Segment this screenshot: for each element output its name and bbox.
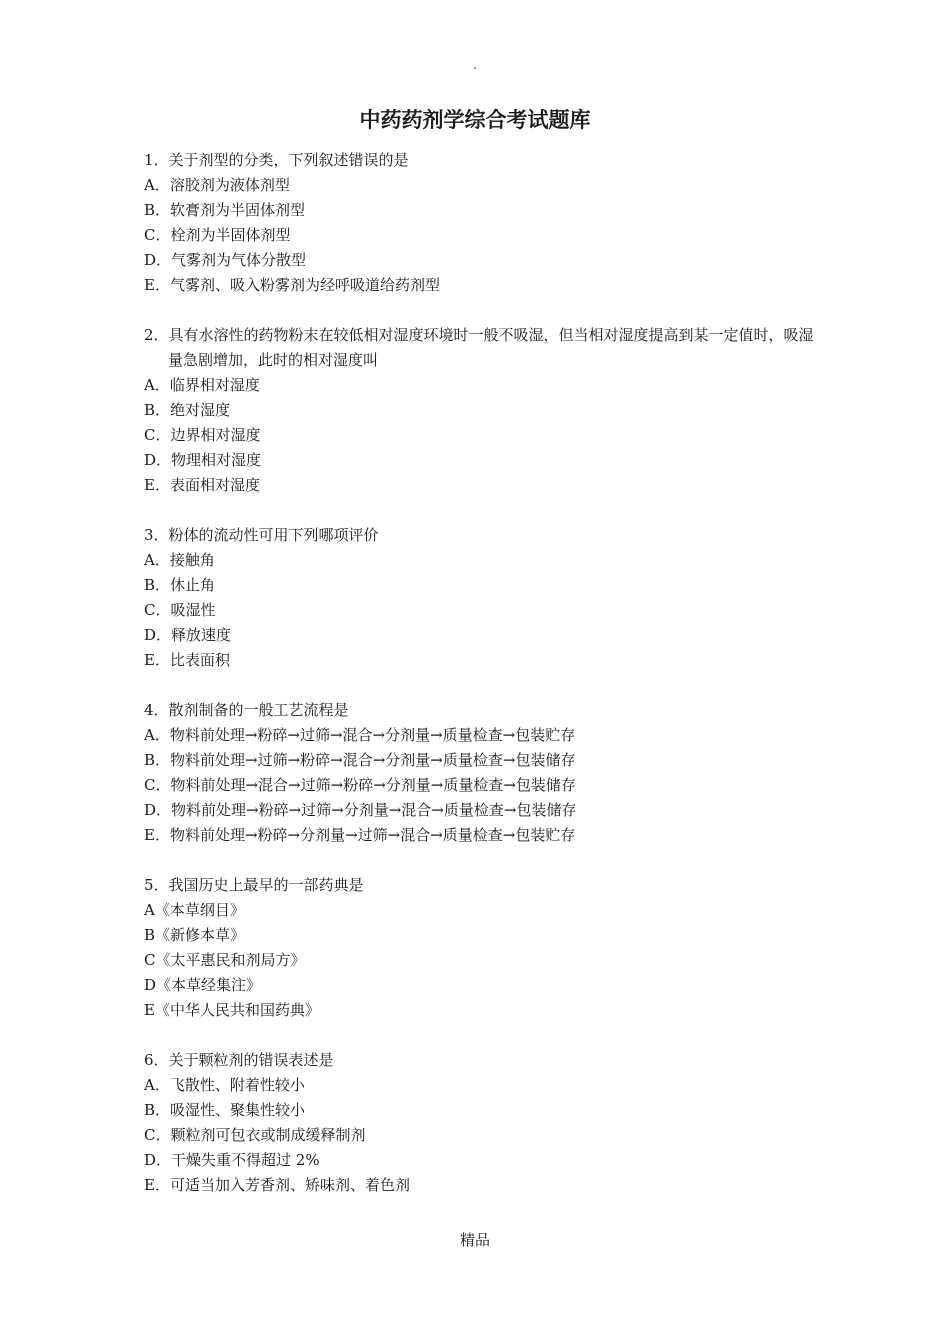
option-key: E [144,1001,155,1019]
question-text: 关于剂型的分类，下列叙述错误的是 [168,151,409,169]
question-stem [144,698,824,723]
answer-option [144,573,824,598]
answer-option [144,173,824,198]
option-key: D． [144,451,172,469]
option-text: 溶胶剂为液体剂型 [169,176,290,194]
option-text: 《太平惠民和剂局方》 [155,951,306,969]
option-key: B． [144,751,171,769]
answer-option [144,273,824,298]
option-text: 飞散性、附着性较小 [169,1076,305,1094]
answer-option [144,1098,824,1123]
option-key: D． [144,1151,172,1169]
question-text: 具有水溶性的药物粉末在较低相对湿度环境时一般不吸湿，但当相对湿度提高到某一定值时，吸湿量急剧增加，此时的相对湿度叫 [168,326,814,369]
question-stem [144,148,824,173]
option-text: 表面相对湿度 [169,476,260,494]
option-key: A． [144,176,170,194]
question-number: 5． [144,876,169,894]
answer-option [144,548,824,573]
question-number: 2． [144,326,169,344]
question-number: 6． [144,1051,169,1069]
question-item [144,523,824,673]
option-text: 释放速度 [171,626,232,644]
option-text: 接触角 [169,551,215,569]
answer-option [144,898,824,923]
question-list [144,148,824,1223]
option-key: C． [144,776,171,794]
option-key: A． [144,1076,170,1094]
option-key: D [144,976,157,994]
option-key: A [144,901,155,919]
answer-option [144,1123,824,1148]
answer-option [144,823,824,848]
option-key: B． [144,401,171,419]
answer-option [144,1173,824,1198]
option-text: 边界相对湿度 [170,426,261,444]
option-key: C [144,951,156,969]
question-item [144,873,824,1023]
answer-option [144,973,824,998]
question-number: 3． [144,526,169,544]
option-text: 吸湿性 [170,601,216,619]
option-text: 比表面积 [169,651,230,669]
answer-option [144,948,824,973]
option-key: B． [144,201,171,219]
answer-option [144,248,824,273]
option-text: 《本草经集注》 [156,976,262,994]
answer-option [144,598,824,623]
option-key: A． [144,376,170,394]
option-key: B [144,926,156,944]
option-text: 物理相对湿度 [171,451,262,469]
header-mark: . [473,58,477,72]
answer-option [144,623,824,648]
option-key: E． [144,651,170,669]
option-text: 物料前处理→混合→过筛→粉碎→分剂量→质量检查→包装储存 [170,776,576,794]
option-key: A． [144,726,170,744]
option-key: A． [144,551,170,569]
option-key: C． [144,426,171,444]
option-key: C． [144,226,171,244]
option-text: 物料前处理→过筛→粉碎→混合→分剂量→质量检查→包装储存 [170,751,576,769]
answer-option [144,773,824,798]
option-key: E． [144,476,170,494]
question-stem [144,1048,824,1073]
option-text: 临界相对湿度 [169,376,260,394]
question-text: 我国历史上最早的一部药典是 [168,876,364,894]
option-text: 颗粒剂可包衣或制成缓释制剂 [170,1126,366,1144]
question-text: 粉体的流动性可用下列哪项评价 [168,526,379,544]
option-text: 绝对湿度 [170,401,231,419]
question-stem [144,873,824,898]
question-item [144,323,824,498]
question-item [144,698,824,848]
option-key: B． [144,576,171,594]
option-text: 《新修本草》 [155,926,246,944]
option-text: 栓剂为半固体剂型 [170,226,291,244]
page-title: 中药药剂学综合考试题库 [359,108,591,132]
answer-option [144,648,824,673]
option-text: 物料前处理→粉碎→过筛→混合→分剂量→质量检查→包装贮存 [169,726,576,744]
question-text: 关于颗粒剂的错误表述是 [168,1051,334,1069]
option-text: 干燥失重不得超过 2% [171,1151,320,1169]
option-key: E． [144,826,170,844]
answer-option [144,748,824,773]
answer-option [144,223,824,248]
question-number: 4． [144,701,169,719]
option-text: 可适当加入芳香剂、矫味剂、着色剂 [169,1176,410,1194]
option-key: C． [144,1126,171,1144]
answer-option [144,448,824,473]
option-text: 气雾剂为气体分散型 [171,251,307,269]
option-text: 物料前处理→粉碎→过筛→分剂量→混合→质量检查→包装储存 [171,801,577,819]
option-text: 气雾剂、吸入粉雾剂为经呼吸道给药剂型 [169,276,440,294]
answer-option [144,373,824,398]
answer-option [144,423,824,448]
option-text: 休止角 [170,576,216,594]
option-key: C． [144,601,171,619]
option-text: 软膏剂为半固体剂型 [170,201,306,219]
answer-option [144,198,824,223]
question-item [144,1048,824,1198]
answer-option [144,798,824,823]
question-text: 散剂制备的一般工艺流程是 [168,701,349,719]
option-key: D． [144,801,172,819]
answer-option [144,723,824,748]
question-stem [144,323,824,373]
option-text: 吸湿性、聚集性较小 [170,1101,306,1119]
answer-option [144,923,824,948]
option-key: E． [144,276,170,294]
question-stem [144,523,824,548]
question-item [144,148,824,298]
option-key: D． [144,251,172,269]
answer-option [144,1073,824,1098]
option-text: 《中华人民共和国药典》 [154,1001,320,1019]
answer-option [144,998,824,1023]
option-text: 《本草纲目》 [154,901,245,919]
option-key: D． [144,626,172,644]
answer-option [144,1148,824,1173]
answer-option [144,473,824,498]
question-number: 1． [144,151,169,169]
option-key: E． [144,1176,170,1194]
option-key: B． [144,1101,171,1119]
footer-text: 精品 [459,1231,490,1249]
answer-option [144,398,824,423]
option-text: 物料前处理→粉碎→分剂量→过筛→混合→质量检查→包装贮存 [169,826,576,844]
